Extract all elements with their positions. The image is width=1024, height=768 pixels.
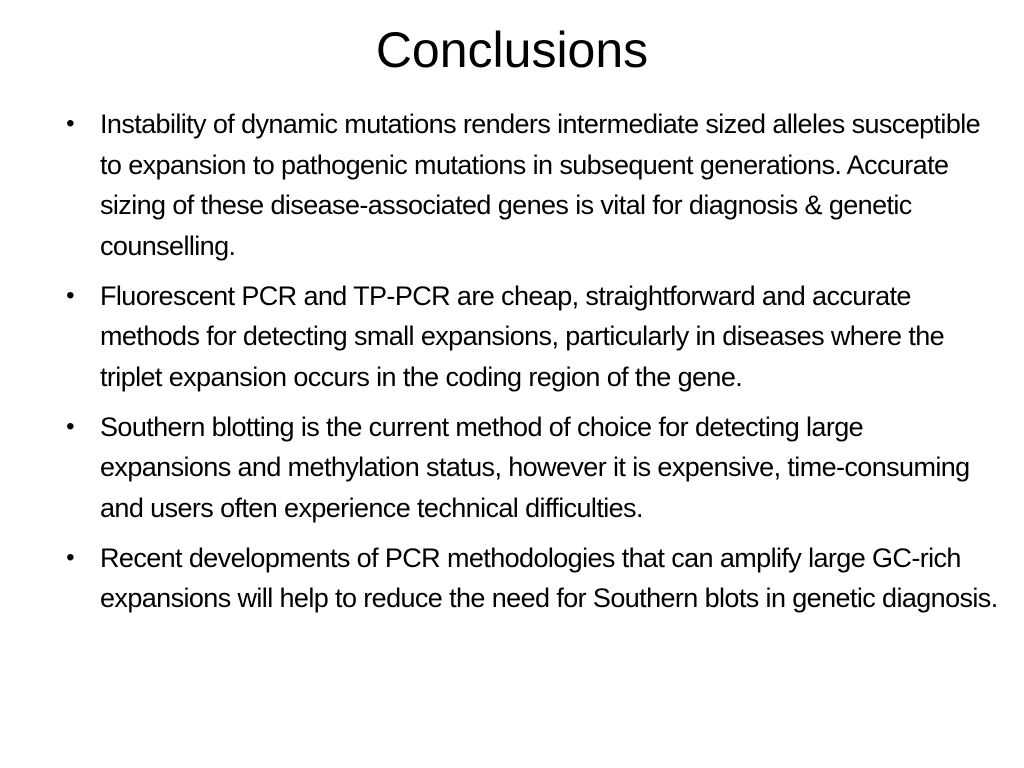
bullet-item xyxy=(58,407,998,529)
bullet-item xyxy=(58,104,998,266)
bullet-item xyxy=(58,276,998,398)
bullet-icon: • xyxy=(66,281,74,309)
bullet-text: Recent developments of PCR methodologies that can amplify large GC-rich expansions will help to reduce the need for Southern blots in genetic diagnosis. xyxy=(100,542,998,613)
bullet-text: Fluorescent PCR and TP-PCR are cheap, straightforward and accurate methods for detecting small expansions, particularly in diseases where the triplet expansion occurs in the coding region of the gene. xyxy=(100,280,945,392)
bullet-icon: • xyxy=(66,412,74,440)
slide-title: Conclusions xyxy=(375,22,649,78)
bullet-icon: • xyxy=(66,543,74,571)
bullet-item xyxy=(58,538,998,619)
bullet-icon: • xyxy=(66,110,74,137)
bullet-text: Southern blotting is the current method of choice for detecting large expansions and methylation status, however it is expensive, time-consuming and users often experience technical difficulties. xyxy=(100,411,970,523)
bullet-text: Instability of dynamic mutations renders intermediate sized alleles susceptible to expansion to pathogenic mutations in subsequent generations. Accurate sizing of these disease-associated genes is vital for diagnosis & genetic counselling. xyxy=(100,109,981,261)
bullet-list xyxy=(58,104,998,628)
